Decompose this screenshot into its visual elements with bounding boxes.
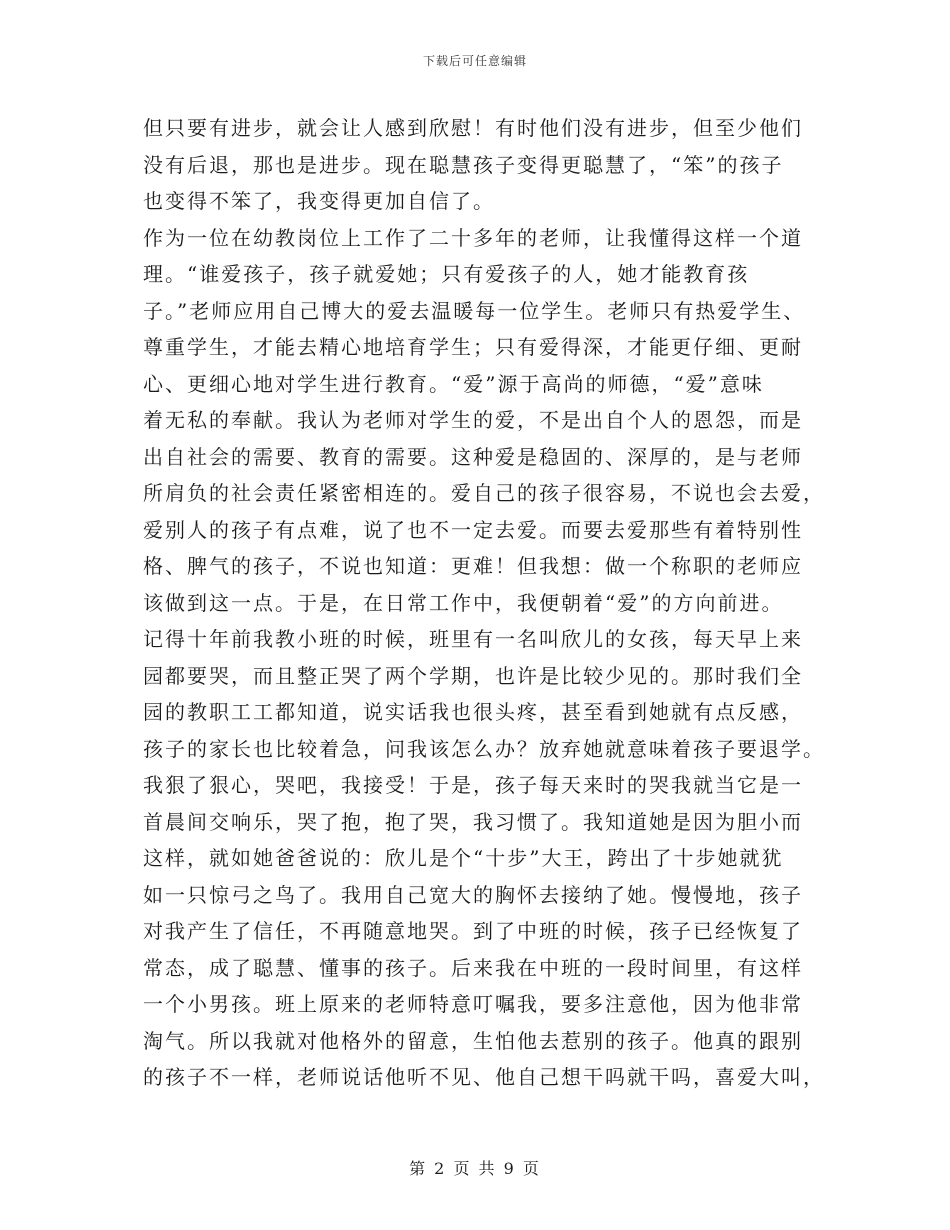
text-line: 着无私的奉献。我认为老师对学生的爱，不是出自个人的恩怨，而是 [143,408,803,432]
page-number: 第 2 页 共 9 页 [409,1159,541,1178]
text-line: 该做到这一点。于是，在日常工作中，我便朝着“爱”的方向前进。 [143,590,784,615]
text-line: 一个小男孩。班上原来的老师特意叮嘱我，要多注意他，因为他非常 [143,992,803,1016]
text-line: 尊重学生，才能去精心地培育学生；只有爱得深，才能更仔细、更耐 [143,335,803,359]
text-line: 理。“谁爱孩子，孩子就爱她；只有爱孩子的人，她才能教育孩 [143,262,750,286]
text-line: 的孩子不一样，老师说话他听不见、他自己想干吗就干吗，喜爱大叫， [143,1065,825,1089]
text-line: 没有后退，那也是进步。现在聪慧孩子变得更聪慧了，“笨”的孩子 [143,152,784,177]
text-line: 常态，成了聪慧、懂事的孩子。后来我在中班的一段时间里，有这样 [143,955,803,980]
text-line: 对我产生了信任，不再随意地哭。到了中班的时候，孩子已经恢复了 [143,919,803,943]
text-line: 也变得不笨了，我变得更加自信了。 [143,189,495,213]
text-line: 这样，就如她爸爸说的：欣儿是个“十步”大王，跨出了十步她就犹 [143,846,784,870]
text-line: 出自社会的需要、教育的需要。这种爱是稳固的、深厚的，是与老师 [143,444,803,469]
text-line: 心、更细心地对学生进行教育。“爱”源于高尚的师德，“爱”意味 [143,371,764,396]
text-line: 但只要有进步，就会让人感到欣慰！有时他们没有进步，但至少他们 [143,116,803,140]
text-line: 记得十年前我教小班的时候，班里有一名叫欣儿的女孩，每天早上来 [143,627,803,651]
text-line: 所肩负的社会责任紧密相连的。爱自己的孩子很容易，不说也会去爱， [143,481,825,505]
text-line: 爱别人的孩子有点难，说了也不一定去爱。而要去爱那些有着特别性 [143,517,803,542]
page-header: 下载后可任意编辑 [422,54,527,68]
text-line: 格、脾气的孩子，不说也知道：更难！但我想：做一个称职的老师应 [143,554,803,578]
text-line: 子。”老师应用自己博大的爱去温暖每一位学生。老师只有热爱学生、 [143,298,806,323]
text-line: 淘气。所以我就对他格外的留意，生怕他去惹别的孩子。他真的跟别 [143,1028,803,1053]
document-body [143,110,825,1096]
text-line: 首晨间交响乐，哭了抱，抱了哭，我习惯了。我知道她是因为胆小而 [143,809,803,834]
text-line: 园都要哭，而且整正哭了两个学期，也许是比较少见的。那时我们全 [143,663,803,688]
text-line: 孩子的家长也比较着急，问我该怎么办？放弃她就意味着孩子要退学。 [143,736,825,761]
text-line: 我狠了狠心，哭吧，我接受！于是，孩子每天来时的哭我就当它是一 [143,773,803,797]
text-line: 园的教职工工都知道，说实话我也很头疼，甚至看到她就有点反感， [143,700,803,724]
text-line: 作为一位在幼教岗位上工作了二十多年的老师，让我懂得这样一个道 [143,225,803,250]
text-line: 如一只惊弓之鸟了。我用自己宽大的胸怀去接纳了她。慢慢地，孩子 [143,882,803,907]
